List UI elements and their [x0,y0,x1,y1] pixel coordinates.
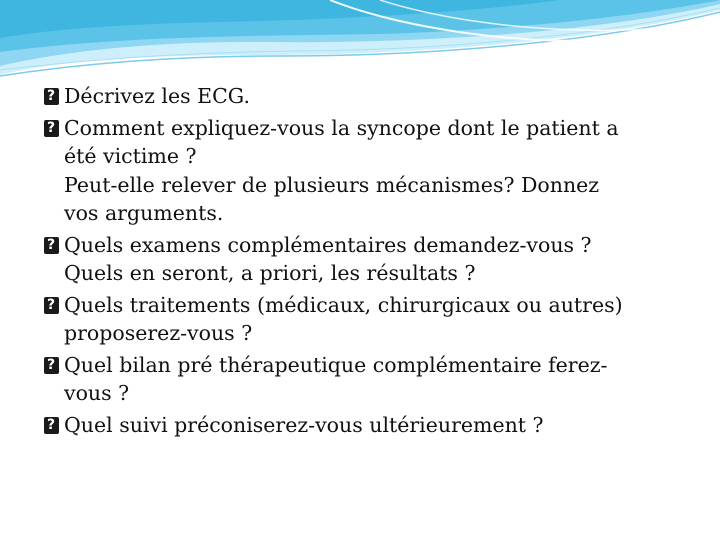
list-item [44,291,684,348]
list-item [44,411,684,440]
question-text: vous ? [64,381,130,405]
list-item [44,351,684,408]
bullet-icon [44,417,59,434]
question-text: Quel bilan pré thérapeutique complémentaire ferez- [64,352,608,377]
header-wave-decoration [0,0,720,90]
question-text: Quel suivi préconiserez-vous ultérieurement ? [64,412,544,437]
list-item [44,82,684,111]
question-text: proposerez-vous ? [64,321,253,345]
question-text: Comment expliquez-vous la syncope dont le patient a [64,115,619,140]
question-text: Quels traitements (médicaux, chirurgicaux ou autres) [64,292,623,317]
bullet-icon [44,88,59,105]
bullet-icon [44,237,59,254]
list-item [44,114,684,228]
bullet-icon [44,297,59,314]
question-text: vos arguments. [64,201,224,225]
question-text: Peut-elle relever de plusieurs mécanismes? Donnez [64,172,600,197]
bullet-icon [44,120,59,137]
question-list [44,82,684,442]
list-item [44,231,684,288]
question-text: Quels en seront, a priori, les résultats ? [64,261,476,285]
question-text: Quels examens complémentaires demandez-vous ? [64,232,592,257]
question-text: Décrivez les ECG. [64,84,250,108]
question-text: été victime ? [64,144,197,168]
bullet-icon [44,357,59,374]
